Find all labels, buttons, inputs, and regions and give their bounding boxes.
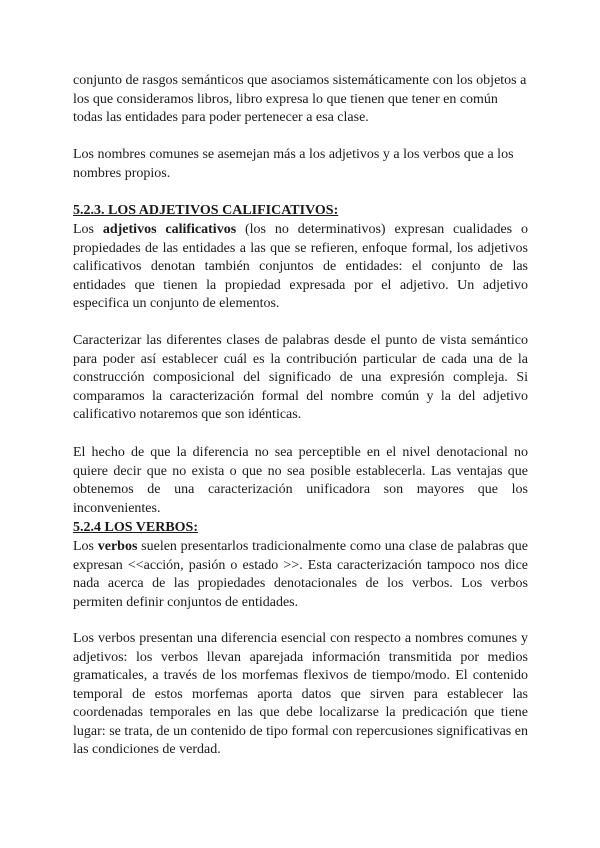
paragraph-verbos-clase [73, 538, 528, 612]
paragraph-libro-definition: conjunto de rasgos semánticos que asociamos sistemáticamente con los objetos a los que consideramos libros, libro expresa lo que tienen que tener en común todas las entidades para poder pertenecer a esa clase. [73, 73, 527, 125]
bold-term-adjetivos: adjetivos calificativos [102, 222, 237, 237]
text-lead: Los [73, 222, 103, 237]
paragraph-adjetivos-calificativos [73, 221, 528, 314]
text-lead: Los [73, 539, 98, 554]
paragraph-verbos-diferencia: Los verbos presentan una diferencia esencial con respecto a nombres comunes y adjetivos: los verbos llevan aparejada información transmitida por medios gramaticales, a través de los morfemas flexivos de tiempo/modo. El contenido temporal de estos morfemas aporta datos que sirven para establecer las coordenadas temporales en las que debe localizarse la predicación que tiene lugar: se trata, de un contenido de tipo formal con repercusiones significativas en las condiciones de verdad. [73, 631, 528, 757]
paragraph-nombres-comunes: Los nombres comunes se asemejan más a los adjetivos y a los verbos que a los nombres propios. [73, 147, 514, 181]
text-rest: suelen presentarlos tradicionalmente como una clase de palabras que expresan <<acción, pasión o estado >>. Esta caracterización tampoco nos dice nada acerca de las propiedades denotacionales de los verbos. Los verbos permiten definir conjuntos de entidades. [73, 539, 529, 610]
paragraph-caracterizar-clases: Caracterizar las diferentes clases de palabras desde el punto de vista semántico para poder así establecer cuál es la contribución particular de cada una de la construcción composicional del significado de una expresión compleja. Si comparamos la caracterización formal del nombre común y la del adjetivo calificativo notaremos que son idénticas. [73, 333, 528, 422]
section-heading-verbos: 5.2.4 LOS VERBOS: [73, 520, 198, 535]
text-rest: (los no determinativos) expresan cualidades o propiedades de las entidades a las que se refieren, enfoque formal, los adjetivos calificativos denotan también conjuntos de entidades: el conjunto de las entidades que tienen la propiedad expresada por el adjetivo. Un adjetivo especifica un conjunto de elementos. [73, 222, 528, 311]
bold-term-verbos: verbos [97, 539, 138, 554]
paragraph-diferencia-denotacional: El hecho de que la diferencia no sea perceptible en el nivel denotacional no quiere decir que no exista o que no sea posible establecerla. Las ventajas que obtenemos de una caracterización unificadora son mayores que los inconvenientes. [73, 445, 528, 516]
section-heading-adjetivos: 5.2.3. LOS ADJETIVOS CALIFICATIVOS: [73, 203, 339, 218]
